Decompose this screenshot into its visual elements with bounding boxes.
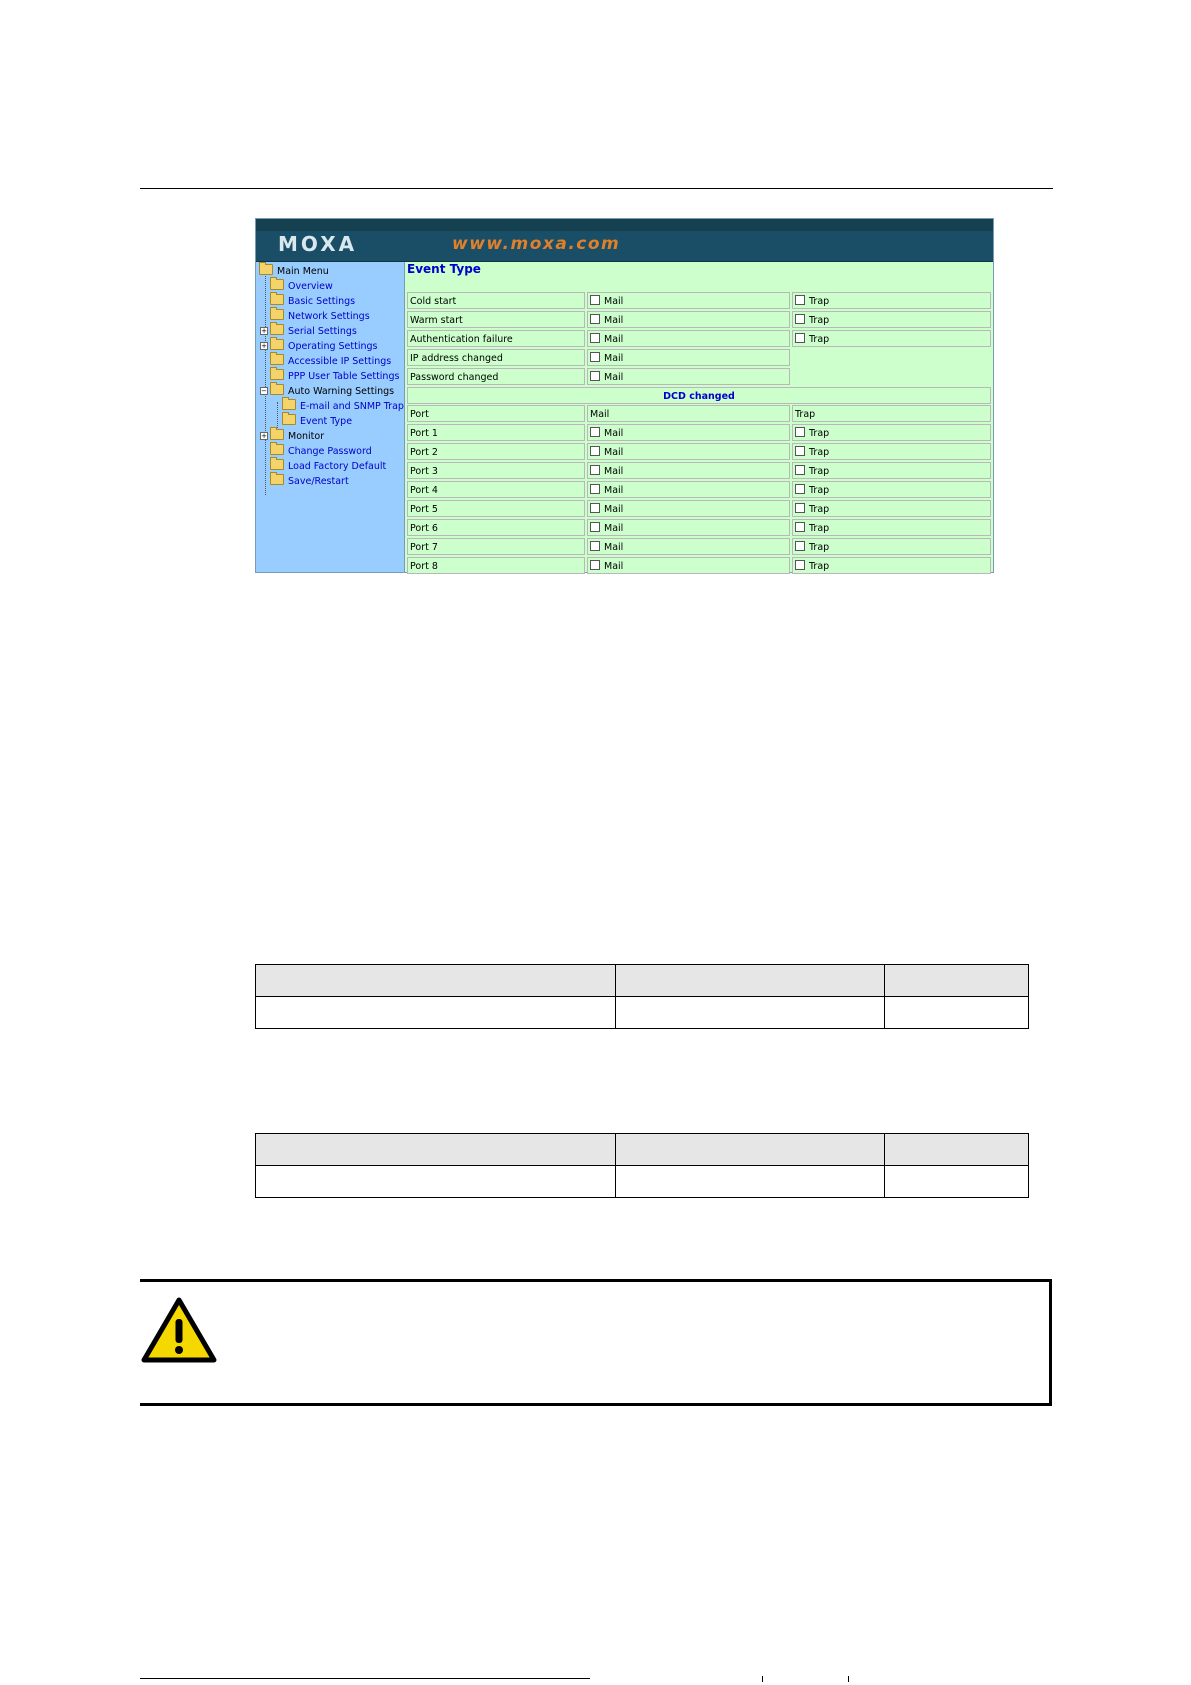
checkbox-icon[interactable] xyxy=(795,484,805,494)
port-mail-checkbox[interactable]: Mail xyxy=(587,538,790,555)
port-label: Port 7 xyxy=(407,538,585,555)
folder-icon xyxy=(270,354,284,365)
checkbox-icon[interactable] xyxy=(590,484,600,494)
checkbox-icon[interactable] xyxy=(795,465,805,475)
collapse-icon[interactable]: − xyxy=(261,387,267,395)
port-mail-checkbox[interactable]: Mail xyxy=(587,481,790,498)
port-mail-checkbox[interactable]: Mail xyxy=(587,462,790,479)
menu-item-accessible-ip-settings[interactable]: Accessible IP Settings xyxy=(270,354,391,368)
expand-icon[interactable]: + xyxy=(261,432,267,440)
checkbox-icon[interactable] xyxy=(795,541,805,551)
table-row xyxy=(256,1166,1029,1198)
event-mail-checkbox[interactable]: Mail xyxy=(587,368,790,385)
checkbox-icon[interactable] xyxy=(590,295,600,305)
port-label: Port 4 xyxy=(407,481,585,498)
port-trap-checkbox[interactable]: Trap xyxy=(792,538,991,555)
expand-icon[interactable]: + xyxy=(261,342,267,350)
header-rule xyxy=(140,188,1053,189)
expand-icon[interactable]: + xyxy=(261,327,267,335)
event-name: Cold start xyxy=(407,292,585,309)
settings-table-2 xyxy=(255,1133,1029,1198)
attention-box xyxy=(140,1279,1052,1406)
event-mail-checkbox[interactable]: Mail xyxy=(587,311,790,328)
menu-item-ppp-user-table-settings[interactable]: PPP User Table Settings xyxy=(270,369,399,383)
checkbox-icon[interactable] xyxy=(590,427,600,437)
menu-item-save-restart[interactable]: Save/Restart xyxy=(270,474,349,488)
port-trap-checkbox[interactable]: Trap xyxy=(792,500,991,517)
menu-item-load-factory-default[interactable]: Load Factory Default xyxy=(270,459,386,473)
console-header xyxy=(256,219,993,262)
port-trap-checkbox[interactable]: Trap xyxy=(792,424,991,441)
port-label: Port 1 xyxy=(407,424,585,441)
checkbox-icon[interactable] xyxy=(590,352,600,362)
checkbox-icon[interactable] xyxy=(590,560,600,570)
checkbox-icon[interactable] xyxy=(795,446,805,456)
port-trap-checkbox[interactable]: Trap xyxy=(792,557,991,574)
menu-item-network-settings[interactable]: Network Settings xyxy=(270,309,370,323)
event-name: Password changed xyxy=(407,368,585,385)
checkbox-icon[interactable] xyxy=(590,371,600,381)
port-label: Port 5 xyxy=(407,500,585,517)
checkbox-icon[interactable] xyxy=(795,522,805,532)
event-trap-checkbox[interactable]: Trap xyxy=(792,330,991,347)
checkbox-icon[interactable] xyxy=(590,333,600,343)
settings-table-1 xyxy=(255,964,1029,1029)
folder-icon xyxy=(270,369,284,380)
menu-item-main-menu[interactable]: Main Menu xyxy=(259,264,329,278)
port-label: Port 8 xyxy=(407,557,585,574)
port-trap-checkbox[interactable]: Trap xyxy=(792,443,991,460)
checkbox-icon[interactable] xyxy=(590,314,600,324)
page-title: Event Type xyxy=(407,262,481,276)
dcd-changed-header: DCD changed xyxy=(407,387,991,404)
port-mail-checkbox[interactable]: Mail xyxy=(587,519,790,536)
menu-item-event-type[interactable]: Event Type xyxy=(282,414,352,428)
folder-icon xyxy=(282,399,296,410)
folder-icon xyxy=(270,474,284,485)
port-trap-checkbox[interactable]: Trap xyxy=(792,462,991,479)
folder-open-icon xyxy=(270,384,284,395)
menu-item-change-password[interactable]: Change Password xyxy=(270,444,372,458)
menu-item-operating-settings[interactable]: + Operating Settings xyxy=(261,341,378,352)
col-mail-header: Mail xyxy=(587,405,790,422)
main-menu-sidebar xyxy=(256,262,405,572)
port-label: Port 3 xyxy=(407,462,585,479)
port-label: Port 2 xyxy=(407,443,585,460)
menu-item-overview[interactable]: Overview xyxy=(270,279,333,293)
folder-open-icon xyxy=(259,264,273,275)
event-name: Authentication failure xyxy=(407,330,585,347)
folder-icon xyxy=(270,459,284,470)
checkbox-icon[interactable] xyxy=(795,295,805,305)
menu-item-basic-settings[interactable]: Basic Settings xyxy=(270,294,355,308)
folder-icon xyxy=(282,414,296,425)
checkbox-icon[interactable] xyxy=(590,522,600,532)
folder-icon xyxy=(270,279,284,290)
footer-rule xyxy=(140,1678,590,1679)
folder-icon xyxy=(270,324,284,335)
port-mail-checkbox[interactable]: Mail xyxy=(587,500,790,517)
event-trap-checkbox[interactable]: Trap xyxy=(792,292,991,309)
event-trap-checkbox[interactable]: Trap xyxy=(792,311,991,328)
table-row xyxy=(256,997,1029,1029)
port-trap-checkbox[interactable]: Trap xyxy=(792,519,991,536)
event-mail-checkbox[interactable]: Mail xyxy=(587,292,790,309)
checkbox-icon[interactable] xyxy=(590,446,600,456)
event-mail-checkbox[interactable]: Mail xyxy=(587,349,790,366)
port-mail-checkbox[interactable]: Mail xyxy=(587,443,790,460)
port-mail-checkbox[interactable]: Mail xyxy=(587,424,790,441)
port-mail-checkbox[interactable]: Mail xyxy=(587,557,790,574)
checkbox-icon[interactable] xyxy=(590,465,600,475)
checkbox-icon[interactable] xyxy=(795,333,805,343)
menu-item-serial-settings[interactable]: + Serial Settings xyxy=(261,326,357,337)
checkbox-icon[interactable] xyxy=(590,503,600,513)
moxa-url: www.moxa.com xyxy=(452,234,621,254)
port-trap-checkbox[interactable]: Trap xyxy=(792,481,991,498)
warning-triangle-icon xyxy=(140,1296,218,1364)
folder-icon xyxy=(270,444,284,455)
event-mail-checkbox[interactable]: Mail xyxy=(587,330,790,347)
web-console-screenshot xyxy=(255,218,994,573)
checkbox-icon[interactable] xyxy=(590,541,600,551)
menu-item-email-and-snmp-trap[interactable]: E-mail and SNMP Trap xyxy=(282,399,404,413)
checkbox-icon[interactable] xyxy=(795,560,805,570)
table-header-row xyxy=(256,1134,1029,1166)
event-name: Warm start xyxy=(407,311,585,328)
event-type-panel xyxy=(405,262,993,572)
folder-icon xyxy=(270,339,284,350)
port-label: Port 6 xyxy=(407,519,585,536)
menu-item-monitor[interactable]: + Monitor xyxy=(261,431,325,442)
checkbox-icon[interactable] xyxy=(795,314,805,324)
event-name: IP address changed xyxy=(407,349,585,366)
col-trap-header: Trap xyxy=(792,405,991,422)
menu-item-auto-warning-settings[interactable]: − Auto Warning Settings xyxy=(261,386,395,397)
folder-icon xyxy=(270,294,284,305)
folder-icon xyxy=(270,309,284,320)
folder-icon xyxy=(270,429,284,440)
table-header-row xyxy=(256,965,1029,997)
moxa-logo: MOXA xyxy=(278,232,358,256)
checkbox-icon[interactable] xyxy=(795,503,805,513)
col-port-header: Port xyxy=(407,405,585,422)
checkbox-icon[interactable] xyxy=(795,427,805,437)
